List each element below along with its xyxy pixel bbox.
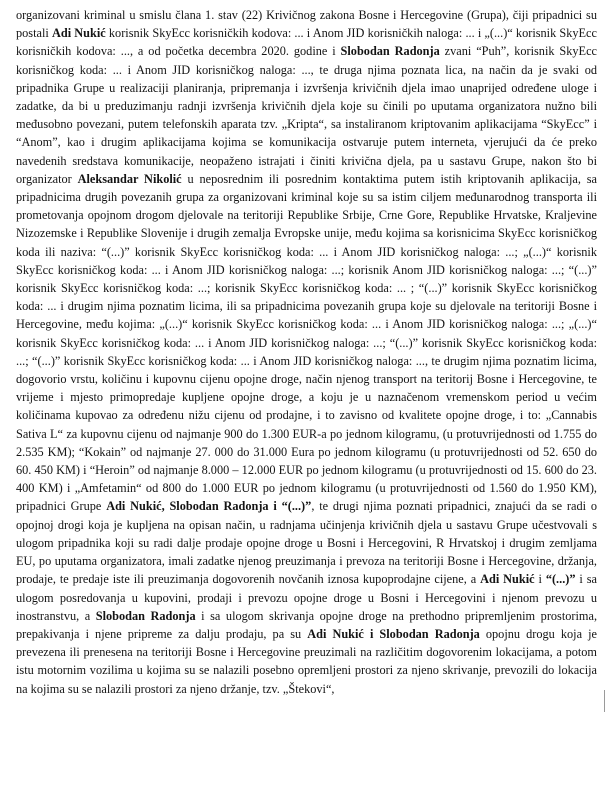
text-segment: i [534, 572, 546, 587]
bold-name-segment: Adi Nukić, Slobodan Radonja i “(...)” [106, 499, 312, 514]
text-segment: korisnik SkyEcc korisničkih kodova: ... i Anom JID korisničkih naloga: ... i „(...)“ korisnik SkyEcc korisničkih kodova: ..., a od početka decembra 2020. godine i [16, 26, 597, 59]
text-segment: i sa ulogom skrivanja opojne droge na prethodno pripremljenim prostorima, prepakivanja i njene pripreme za dalju prodaju, pa su [16, 608, 598, 641]
bold-name-segment: Adi Nukić i Slobodan Radonja [307, 626, 480, 641]
bold-name-segment: Slobodan Radonja [95, 608, 196, 623]
body-paragraph [16, 6, 597, 698]
text-segment: organizovani kriminal u smislu člana 1. stav (22) Krivičnog zakona Bosne i Hercegovine (Grupa), čiji pripadnici su postali [16, 8, 597, 41]
bold-name-segment: “(...)” [545, 572, 576, 587]
bold-name-segment: Adi Nukić [480, 572, 535, 587]
bold-name-segment: Aleksandar Nikolić [77, 171, 182, 186]
text-segment: , te drugi njima poznati pripadnici, znajući da se radi o opojnoj drogi koja je kupljena na opisan način, u radnjama učinjenja krivičnih djela u sastavu Grupe učestvovali s ulogom pripadnika koji su radi dalje prodaje opojne droge u Bosni i Hercegovini, R Hrvatskoj i drugim zemljama EU, po uputama organizatora, imali zadatke njenog preuzimanja i prevoza na teritoriji Bosne i Hercegovine, držanja, prodaje, te predaje iste ili preuzimanja dogovorenih novčanih iznosa kupoprodajne cijene, a [16, 499, 597, 587]
bold-name-segment: Adi Nukić [51, 26, 106, 41]
text-segment: opojnu drogu koja je prevezena ili prenesena na teritoriji Bosne i Hercegovine preuzimali na različitim dogovorenim lokacijama, a potom istu motornim vozilima u kojima su se nalazili posebno opremljeni prostori za njeno skrivanje, prevozili do lokacija na kojima su se nalazili prostori za njeno držanje, tzv. „Štekovi“, [16, 626, 597, 696]
text-segment: zvani “Puh”, korisnik SkyEcc korisničkog koda: ... i Anom JID korisničkog naloga: ..., te druga njima poznata lica, na način da je svaki od pripadnika Grupe u realizaciji planiranja, pripremanja i izvršenja krivičnih djela imao unaprijed određene uloge i zadatke, da bi u preduzimanju radnji izvršenja krivičnih djela koje su činili po uputama organizatora nužno bili međusobno povezani, putem telefonskih aparata tzv. „Kripta“, sa instaliranom kriptovanim aplikacijama “SkyEcc” i “Anom”, kao i drugim aplikacijama kojima se komunikacija ostvaruje putem interneta, vjerujući da će preko navedenih sredstava komunikacije, neopaženo istrajati i činiti krivična djela, pa u sastavu Grupe, nakon što bi organizator [16, 44, 597, 186]
text-segment: u neposrednim ili posrednim kontaktima putem istih kriptovanih aplikacija, sa pripadnicima drugih povezanih grupa za organizovani kriminal koje su sa istim ciljem međunarodnog transporta ili prometovanja opojnom drogom djelovale na teritoriji Republike Srbije, Crne Gore, Republike Hrvatske, Kraljevine Nizozemske i Republike Slovenije i drugih zemalja Evropske unije, među kojima sa korisnicima SkyEcc korisničkog koda ili naziva: “(...)” korisnik SkyEcc korisničkog koda: ... i Anom JID korisničkog naloga: ...; „(...)“ korisnik SkyEcc korisničkog koda: ... i Anom JID korisničkog naloga: ...; korisnik Anom JID korisničkog naloga: ...; “(...)” korisnik SkyEcc korisničkog koda: ...; korisnik SkyEcc korisničkog koda: ... ; “(...)” korisnik SkyEcc korisničkog koda: ... i drugim njima poznatim licima, ili sa pripadnicima povezanih grupa koje su djelovale na teritoriji Bosne i Hercegovine, među kojima: „(...)“ korisnik SkyEcc korisničkog koda: ... i Anom JID korisničkog naloga: ...; „(...)“ korisnik SkyEcc korisničkog koda: ... i Anom JID korisničkog naloga: ...; “(...)” korisnik SkyEcc korisničkog koda: ...; “(...)” korisnik SkyEcc korisničkog koda: ... i Anom JID korisničkog naloga: ..., te drugim njima poznatim licima, dogovorio vrstu, količinu i kupovnu cijenu opojne droge, način njenog transport na teritorij Bosne i Hercegovine, te vrijeme i mjesto primopredaje kupljene opojne droge, a koju je u naznačenom vremenskom period u većim količinama kupovao za određenu nižu cijenu od prodajne, i to zavisno od kvalitete opojne droge, i to: „Cannabis Sativa L“ za kupovnu cijenu od najmanje 900 do 1.300 EUR-a po jednom kilogramu, (u protuvrijednosti od 1.755 do 2.535 KM); “Kokain” od najmanje 27. 000 do 31.000 Eura po jednom kilogramu (u protuvrijednosti od 52. 650 do 60. 450 KM) i “Heroin” od najmanje 8.000 – 12.000 EUR po jednom kilogramu (u protuvrijednosti od 15. 600 do 23. 400 KM) i „Amfetamin“ od 800 do 1.000 EUR po jednom kilogramu (u protuvrijednosti od 1.560 do 1.950 KM), pripadnici Grupe [16, 171, 597, 514]
text-segment: i sa ulogom posredovanja u kupovini, prodaji i prevozu opojne droge u Bosni i Hercegovini i njenom prevozu u inostranstvu, a [16, 572, 597, 623]
margin-mark [604, 690, 605, 712]
bold-name-segment: Slobodan Radonja [340, 44, 440, 59]
